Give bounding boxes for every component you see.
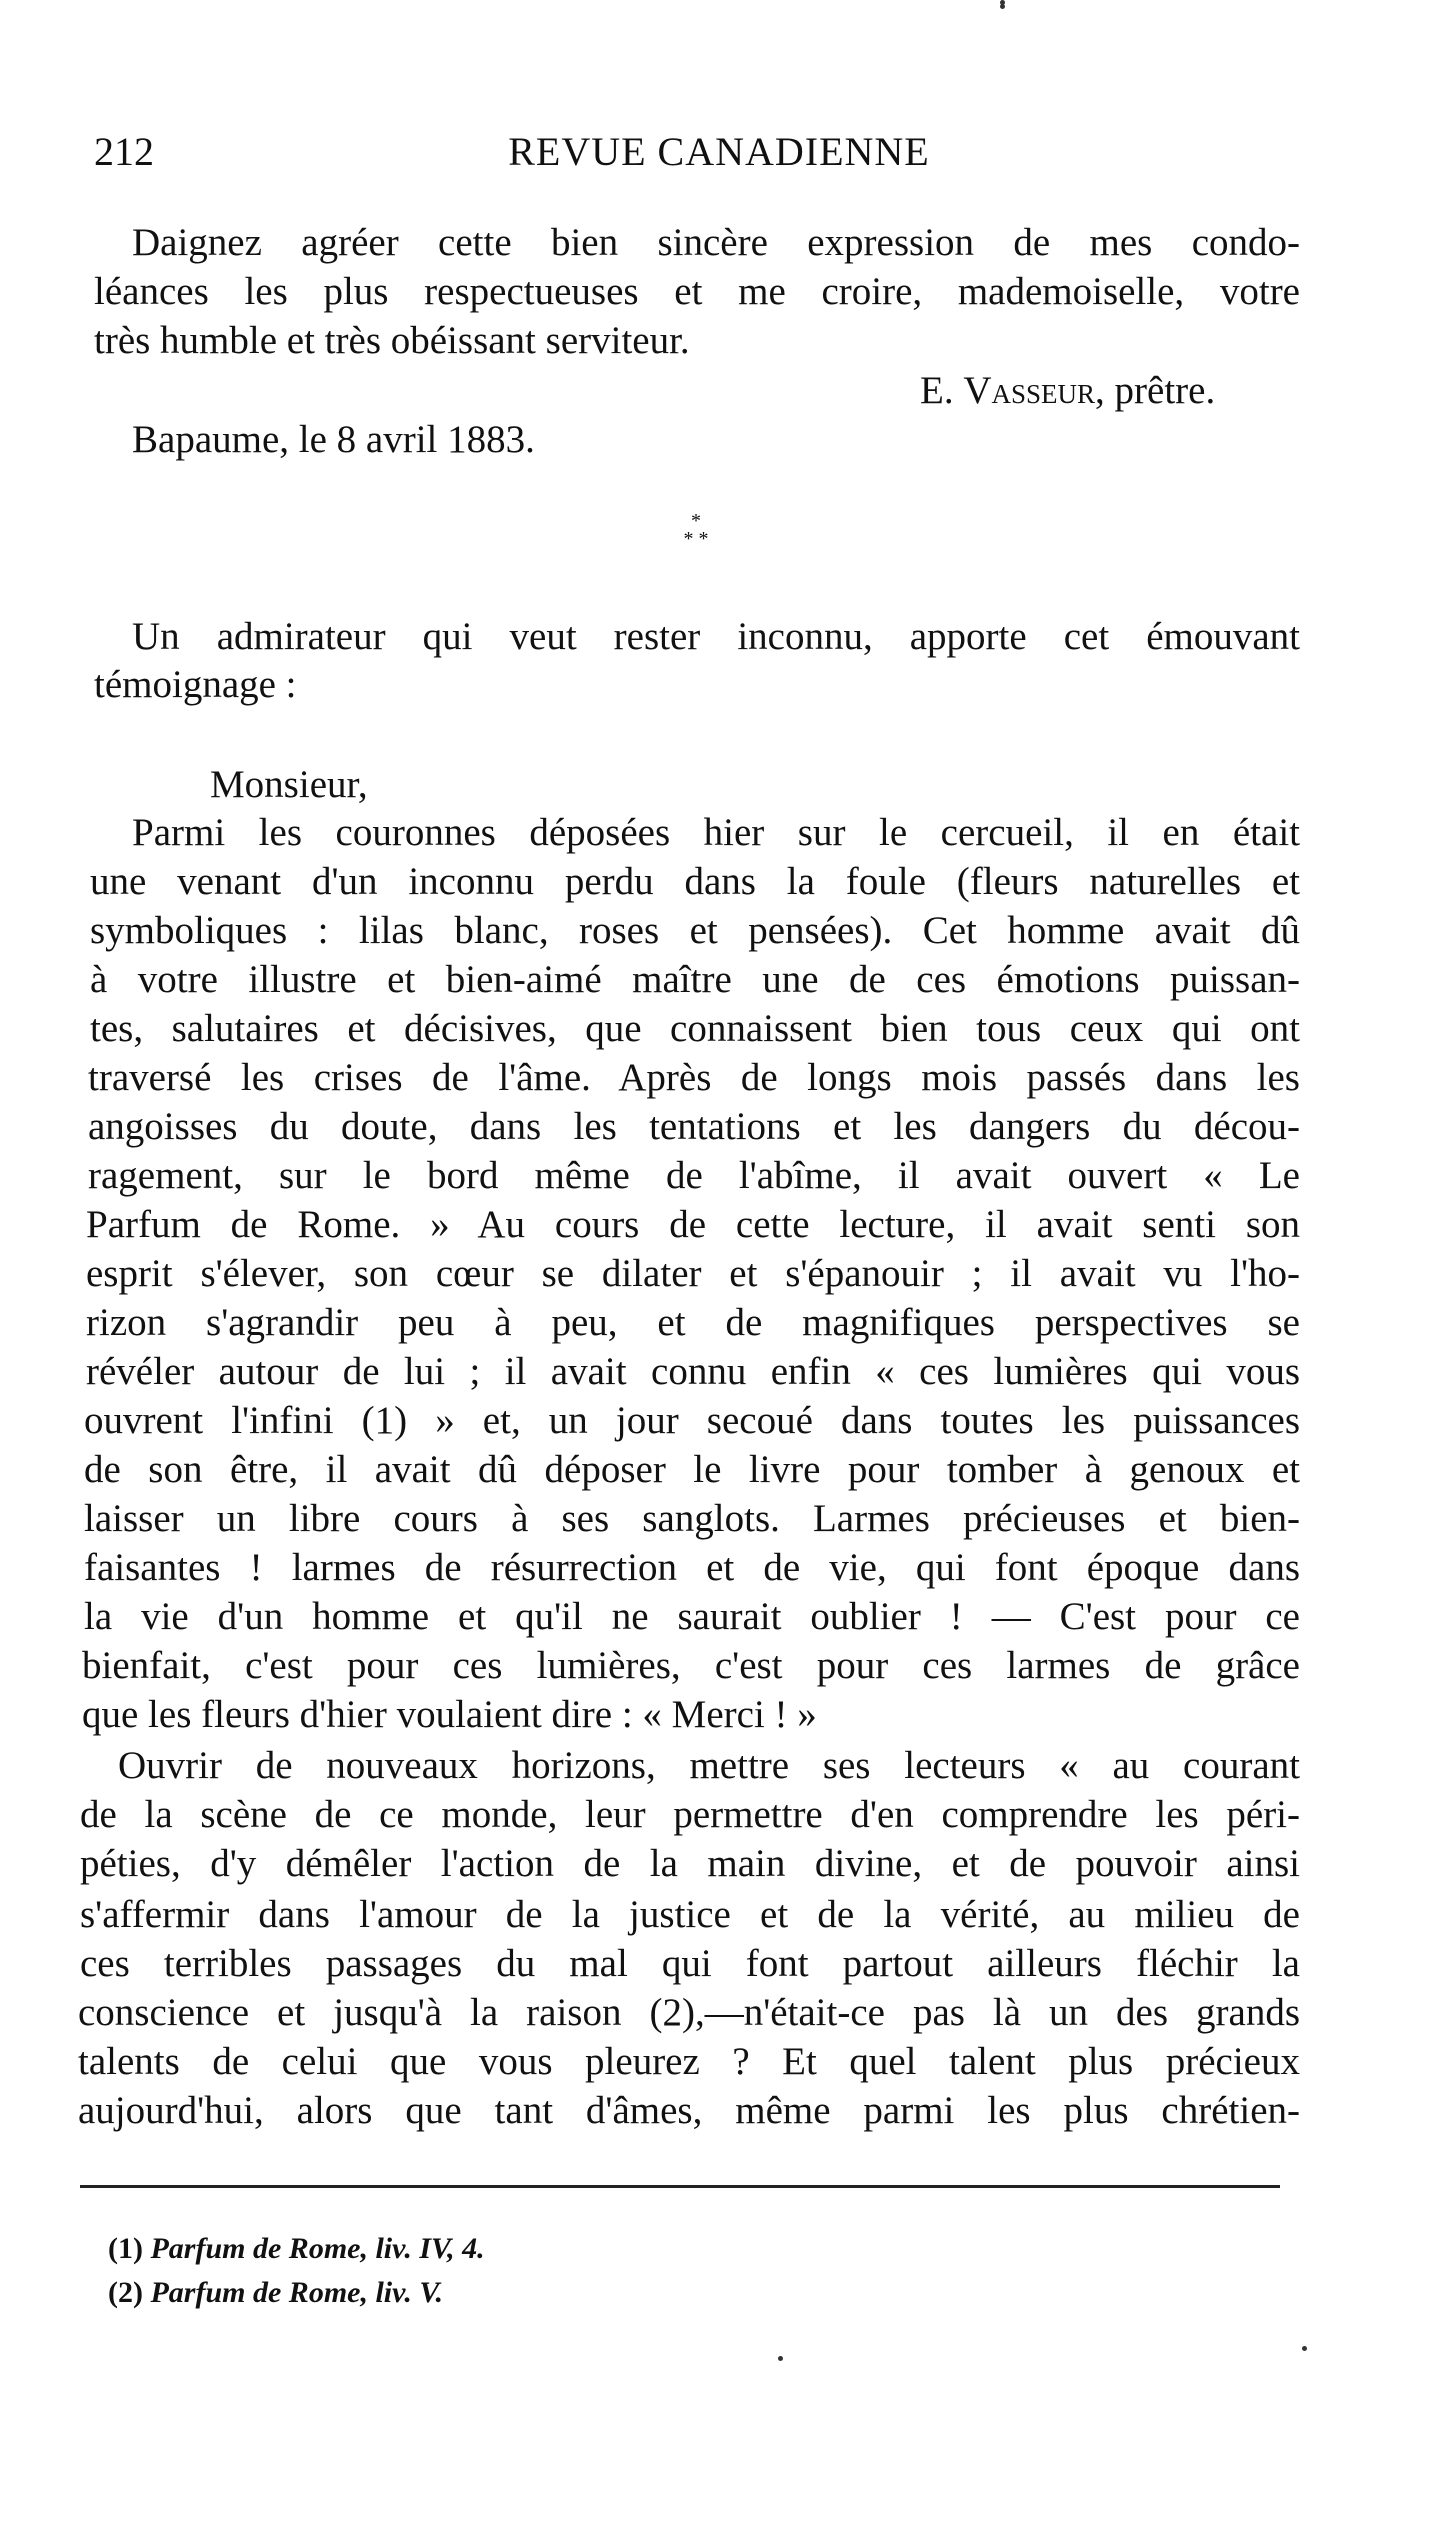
section-separator bbox=[666, 512, 726, 562]
text-line: traversé les crises de l'âme. Après de longs mois passés dans les bbox=[88, 1056, 1300, 1099]
text-line: très humble et très obéissant serviteur. bbox=[94, 319, 690, 362]
footnote-marker: (2) bbox=[108, 2276, 143, 2309]
salutation: Monsieur, bbox=[210, 763, 368, 806]
text-line: bienfait, c'est pour ces lumières, c'est pour ces larmes de grâce bbox=[82, 1644, 1300, 1687]
text-line: Parmi les couronnes déposées hier sur le cercueil, il en était bbox=[132, 811, 1300, 854]
text-line: tes, salutaires et décisives, que connaissent bien tous ceux qui ont bbox=[90, 1007, 1300, 1050]
footnote-text: Parfum de Rome, liv. V. bbox=[142, 2276, 443, 2309]
text-line: que les fleurs d'hier voulaient dire : « Merci ! » bbox=[82, 1693, 817, 1736]
text-line: témoignage : bbox=[94, 663, 297, 706]
text-line: Daignez agréer cette bien sincère expression de mes condo- bbox=[132, 221, 1300, 264]
signature-title: , prêtre. bbox=[1095, 369, 1216, 412]
page-number: 212 bbox=[94, 129, 154, 174]
signature bbox=[920, 368, 1215, 413]
scan-speck bbox=[1000, 4, 1005, 9]
text-line: esprit s'élever, son cœur se dilater et s'épanouir ; il avait vu l'ho- bbox=[86, 1252, 1300, 1295]
text-line: Parfum de Rome. » Au cours de cette lecture, il avait senti son bbox=[86, 1203, 1300, 1246]
text-line: faisantes ! larmes de résurrection et de vie, qui font époque dans bbox=[84, 1546, 1300, 1589]
text-line: de son être, il avait dû déposer le livre pour tomber à genoux et bbox=[84, 1448, 1300, 1491]
text-line: conscience et jusqu'à la raison (2),—n'était-ce pas là un des grands bbox=[78, 1991, 1300, 2034]
text-line: rizon s'agrandir peu à peu, et de magnifiques perspectives se bbox=[86, 1301, 1300, 1344]
text-line: laisser un libre cours à ses sanglots. Larmes précieuses et bien- bbox=[84, 1497, 1300, 1540]
text-line: symboliques : lilas blanc, roses et pensées). Cet homme avait dû bbox=[90, 909, 1300, 952]
text-line: une venant d'un inconnu perdu dans la foule (fleurs naturelles et bbox=[90, 860, 1300, 903]
text-line: angoisses du doute, dans les tentations et les dangers du décou- bbox=[88, 1105, 1300, 1148]
running-header bbox=[94, 128, 1304, 188]
signature-initial: E. bbox=[920, 369, 964, 412]
text-line: de la scène de ce monde, leur permettre d'en comprendre les péri- bbox=[80, 1793, 1300, 1836]
footnote-text: Parfum de Rome, liv. IV, 4. bbox=[142, 2232, 485, 2265]
separator-stars-bottom: * * bbox=[683, 528, 709, 550]
signature-surname: Vasseur bbox=[963, 369, 1096, 412]
footnote-rule bbox=[80, 2185, 1280, 2188]
text-line: Un admirateur qui veut rester inconnu, apporte cet émouvant bbox=[132, 615, 1300, 658]
scan-speck bbox=[1302, 2346, 1307, 2351]
text-line: ouvrent l'infini (1) » et, un jour secoué dans toutes les puissances bbox=[84, 1399, 1300, 1442]
footnote bbox=[108, 2276, 443, 2310]
footnote bbox=[108, 2232, 485, 2266]
text-line: la vie d'un homme et qu'il ne saurait oublier ! — C'est pour ce bbox=[84, 1595, 1300, 1638]
text-line: ces terribles passages du mal qui font partout ailleurs fléchir la bbox=[80, 1942, 1300, 1985]
text-line: péties, d'y démêler l'action de la main divine, et de pouvoir ainsi bbox=[80, 1842, 1300, 1885]
separator-star-top: * bbox=[691, 510, 701, 532]
scan-speck bbox=[778, 2356, 783, 2361]
text-line: talents de celui que vous pleurez ? Et quel talent plus précieux bbox=[78, 2040, 1300, 2083]
footnote-marker: (1) bbox=[108, 2232, 143, 2265]
text-line: révéler autour de lui ; il avait connu enfin « ces lumières qui vous bbox=[86, 1350, 1300, 1393]
running-title: REVUE CANADIENNE bbox=[508, 129, 930, 174]
text-line: Ouvrir de nouveaux horizons, mettre ses lecteurs « au courant bbox=[118, 1744, 1300, 1787]
text-line: aujourd'hui, alors que tant d'âmes, même parmi les plus chrétien- bbox=[78, 2089, 1300, 2132]
text-line: ragement, sur le bord même de l'abîme, il avait ouvert « Le bbox=[88, 1154, 1300, 1197]
text-line: à votre illustre et bien-aimé maître une de ces émotions puissan- bbox=[90, 958, 1300, 1001]
place-date: Bapaume, le 8 avril 1883. bbox=[132, 418, 535, 461]
text-line: léances les plus respectueuses et me croire, mademoiselle, votre bbox=[94, 270, 1300, 313]
text-line: s'affermir dans l'amour de la justice et de la vérité, au milieu de bbox=[80, 1893, 1300, 1936]
